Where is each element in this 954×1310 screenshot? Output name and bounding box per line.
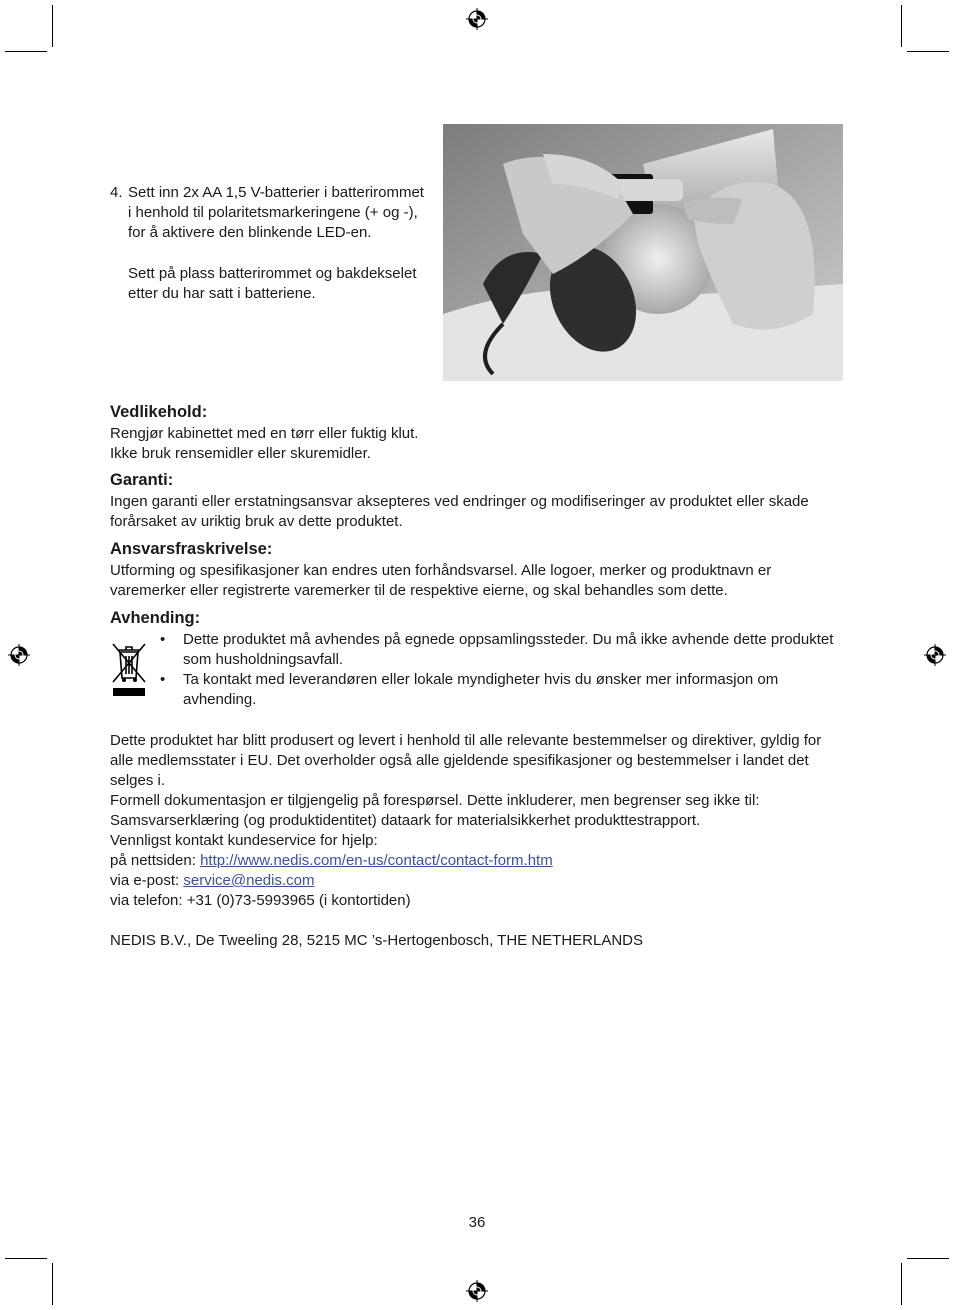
documentation-paragraph: Formell dokumentasjon er tilgjengelig på forespørsel. Dette inkluderer, men begrenser seg ikke til: Samsvarserklæring (og produktidentitet) dataark for materialsikkerhet produkttestrapport.: [110, 792, 760, 829]
crop-mark: [901, 1263, 902, 1305]
bullet-dot: •: [160, 631, 166, 648]
crop-mark: [901, 5, 902, 47]
maintenance-line: Ikke bruk rensemidler eller skuremidler.: [110, 445, 371, 462]
disposal-bullet: [160, 670, 840, 710]
section-disclaimer: [110, 539, 840, 601]
section-disposal: [110, 608, 840, 628]
registration-mark-icon: [466, 8, 488, 30]
website-label: på nettsiden:: [110, 852, 201, 869]
section-maintenance: [110, 402, 840, 464]
crop-mark: [907, 51, 949, 52]
product-photo: [443, 124, 843, 381]
crop-mark: [907, 1258, 949, 1259]
phone-line: via telefon: +31 (0)73-5993965 (i kontortiden): [110, 892, 411, 909]
section-warranty: [110, 470, 840, 532]
website-line: [110, 851, 840, 871]
email-label: via e-post:: [110, 872, 184, 889]
heading-disclaimer: Ansvarsfraskrivelse:: [110, 540, 273, 558]
crop-mark: [52, 1263, 53, 1305]
heading-warranty: Garanti:: [110, 471, 174, 489]
page-number: 36: [468, 1214, 486, 1231]
email-link[interactable]: service@nedis.com: [183, 872, 315, 889]
compliance-block: [110, 731, 840, 951]
weee-bin-icon: [110, 640, 148, 698]
heading-disposal: Avhending:: [110, 609, 201, 627]
step-number: 4.: [110, 184, 123, 201]
crop-mark: [5, 1258, 47, 1259]
step-text: Sett inn 2x AA 1,5 V-batterier i batterirommet i henhold til polaritetsmarkeringene (+ og -), for å aktivere den blinkende LED-en.: [128, 184, 424, 241]
crop-mark: [5, 51, 47, 52]
registration-mark-icon: [466, 1280, 488, 1302]
email-line: [110, 871, 840, 891]
disclaimer-text: Utforming og spesifikasjoner kan endres uten forhåndsvarsel. Alle logoer, merker og produktnavn er varemerker eller registrerte varemerker til de respektive eierne, og skal behandles som dette.: [110, 562, 772, 599]
maintenance-line: Rengjør kabinettet med en tørr eller fuktig klut.: [110, 425, 419, 442]
company-address: NEDIS B.V., De Tweeling 28, 5215 MC ’s-Hertogenbosch, THE NETHERLANDS: [110, 932, 644, 949]
registration-mark-icon: [924, 644, 946, 666]
bullet-dot: •: [160, 671, 166, 688]
website-link[interactable]: http://www.nedis.com/en-us/contact/contact-form.htm: [200, 852, 553, 869]
disposal-bullet: [160, 630, 840, 670]
bullet-text: Dette produktet må avhendes på egnede oppsamlingssteder. Du må ikke avhende dette produktet som husholdningsavfall.: [183, 631, 834, 668]
bullet-text: Ta kontakt med leverandøren eller lokale myndigheter hvis du ønsker mer informasjon om avhending.: [183, 671, 779, 708]
heading-maintenance: Vedlikehold:: [110, 403, 208, 421]
warranty-text: Ingen garanti eller erstatningsansvar aksepteres ved endringer og modifiseringer av produktet eller skade forårsaket av uriktig bruk av dette produktet.: [110, 493, 809, 530]
compliance-paragraph: Dette produktet har blitt produsert og levert i henhold til alle relevante bestemmelser og direktiver, gyldig for alle medlemsstater i EU. Det overholder også alle gjeldende spesifikasjoner og bestemmelser i landet det selges i.: [110, 732, 822, 789]
step-4: [110, 183, 430, 304]
crop-mark: [52, 5, 53, 47]
help-text: Vennligst kontakt kundeservice for hjelp:: [110, 832, 378, 849]
registration-mark-icon: [8, 644, 30, 666]
step-text-2: Sett på plass batterirommet og bakdekselet etter du har satt i batteriene.: [128, 265, 417, 302]
